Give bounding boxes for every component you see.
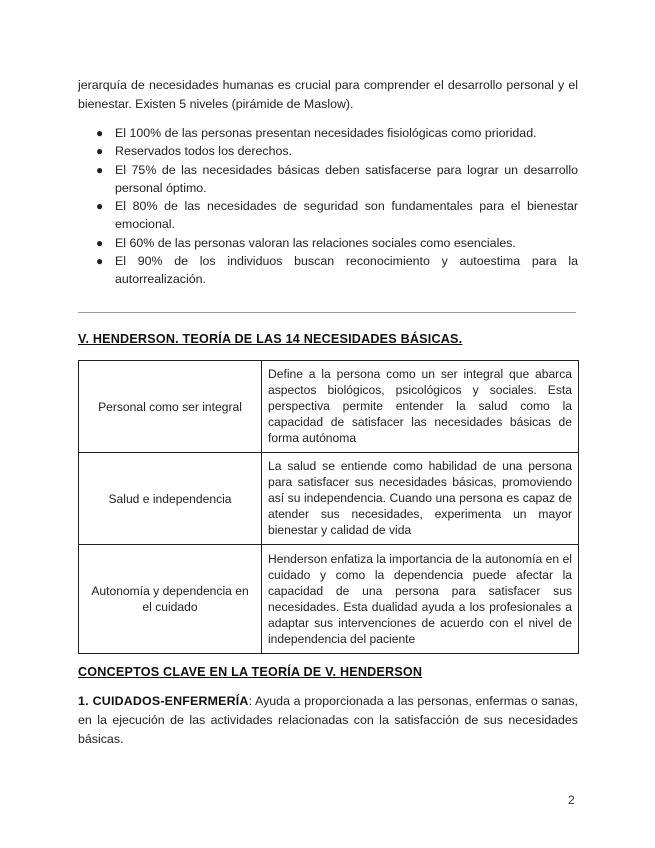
bullet-icon: ● bbox=[96, 126, 104, 140]
list-item-text: El 100% de las personas presentan necesidades fisiológicas como prioridad. bbox=[115, 126, 537, 140]
list-item-text: Reservados todos los derechos. bbox=[115, 144, 293, 159]
bullet-icon: ● bbox=[96, 162, 104, 177]
section-heading-concepts: CONCEPTOS CLAVE EN LA TEORÍA DE V. HENDERSON bbox=[78, 665, 423, 679]
table-cell-description: La salud se entiende como habilidad de una persona para satisfacer sus necesidades básicas, promoviendo así su independencia. Cuando una persona es capaz de atender sus necesidades, experimenta un mayor bienestar y calidad de vida bbox=[262, 453, 579, 545]
henderson-table bbox=[78, 360, 579, 654]
table-row bbox=[79, 545, 579, 654]
list-item-text: El 90% de los individuos buscan reconocimiento y autoestima para la autorrealización. bbox=[115, 254, 578, 287]
bullet-icon: ● bbox=[96, 235, 104, 250]
list-item-text: El 60% de las personas valoran las relaciones sociales como esenciales. bbox=[115, 235, 516, 250]
table-cell-description: Henderson enfatiza la importancia de la autonomía en el cuidado y como la dependencia puede afectar la capacidad de una persona para satisfacer sus necesidades. Esta dualidad ayuda a los profesionales a adaptar sus intervenciones de acuerdo con el nivel de independencia del paciente bbox=[262, 545, 579, 654]
horizontal-divider bbox=[78, 312, 576, 313]
bullet-icon: ● bbox=[96, 144, 104, 159]
bullet-icon: ● bbox=[96, 199, 104, 214]
list-item bbox=[78, 252, 578, 289]
bullet-icon: ● bbox=[96, 254, 104, 269]
list-item bbox=[78, 142, 578, 160]
table-cell-concept: Autonomía y dependencia en el cuidado bbox=[79, 545, 262, 654]
table-cell-concept: Personal como ser integral bbox=[79, 361, 262, 453]
list-item bbox=[78, 124, 578, 142]
page-number: 2 bbox=[568, 793, 575, 807]
statistics-list bbox=[78, 124, 578, 289]
table-row bbox=[79, 453, 579, 545]
list-item bbox=[78, 197, 578, 234]
intro-paragraph: jerarquía de necesidades humanas es crucial para comprender el desarrollo personal y el bienestar. Existen 5 niveles (pirámide de Maslow). bbox=[78, 78, 578, 111]
table-cell-concept: Salud e independencia bbox=[79, 453, 262, 545]
list-item-text: El 80% de las necesidades de seguridad son fundamentales para el bienestar emocional. bbox=[115, 199, 578, 232]
concept-definition: : Ayuda a proporcionada a las personas, enfermas o sanas, en la ejecución de las actividades relacionadas con la satisfacción de sus necesidades básicas. bbox=[78, 694, 578, 746]
list-item bbox=[78, 234, 578, 252]
concept-paragraph bbox=[78, 692, 578, 749]
table-row bbox=[79, 361, 579, 453]
concept-term: 1. CUIDADOS-ENFERMERÍA bbox=[78, 694, 249, 708]
table-cell-description: Define a la persona como un ser integral que abarca aspectos biológicos, psicológicos y sociales. Esta perspectiva permite entender la salud como la capacidad de satisfacer las necesidades básicas de forma autónoma bbox=[262, 361, 579, 453]
section-heading-henderson: V. HENDERSON. TEORÍA DE LAS 14 NECESIDADES BÁSICAS. bbox=[78, 332, 463, 346]
list-item-text: El 75% de las necesidades básicas deben satisfacerse para lograr un desarrollo personal óptimo. bbox=[115, 162, 578, 195]
list-item bbox=[78, 161, 578, 198]
